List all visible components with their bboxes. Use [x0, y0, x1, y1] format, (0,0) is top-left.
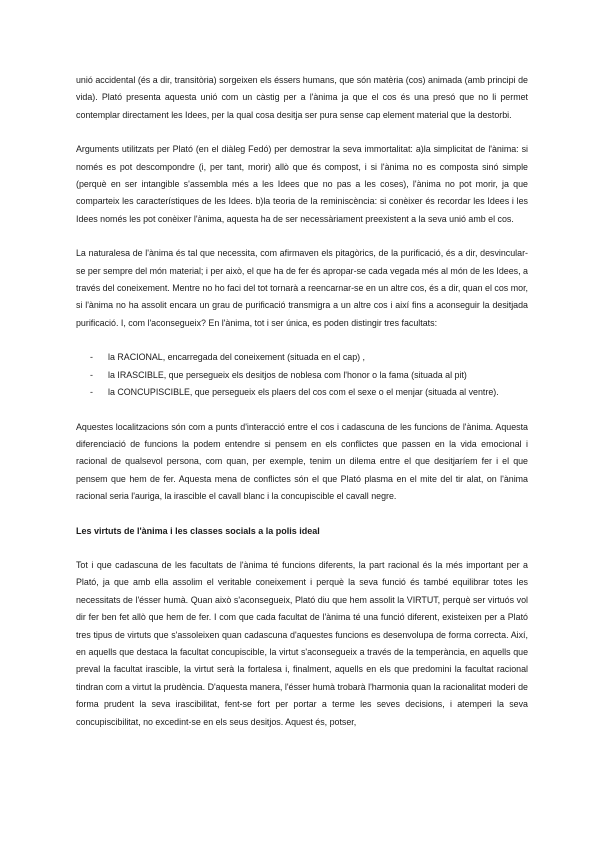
paragraph-purification: La naturalesa de l'ànima és tal que necessita, com afirmaven els pitagòrics, de la purificació, és a dir, desvincular-se per sempre del món material; i per això, el que ha de fer és apropar-se cada vegada més al món de les Idees, a través del coneixement. Mentre no ho faci del tot tornarà a reencarnar-se en un altre cos, és a dir, quan el cos mor, si l'ànima no ha assolit encara un grau de purificació transmigra a un altre cos i així fins a aconseguir la desitjada purificació. I, com l'aconsegueix? En l'ànima, tot i ser única, es poden distingir tres facultats:: [76, 248, 528, 328]
list-item-irascible: - la IRASCIBLE, que persegueix els desitjos de noblesa com l'honor o la fama (situada al pit): [76, 367, 528, 384]
document-body: [76, 72, 528, 731]
paragraph-immortality-arguments: Arguments utilitzats per Plató (en el diàleg Fedó) per demostrar la seva immortalitat: a)la simplicitat de l'ànima: si només es pot descompondre (i, per tant, morir) allò que és compost, i si l'ànima no es composta sinó simple (perquè en ser intangible s'assembla més a les Idees que no pas a les coses), l'ànima no pot morir, ja que comparteix les característiques de les Idees. b)la teoria de la reminiscència: si conèixer és recordar les Idees i les Idees només les pot conèixer l'ànima, aquesta ha de ser necessàriament preexistent a la seva unió amb el cos.: [76, 144, 528, 224]
section-heading: Les virtuts de l'ànima i les classes socials a la polis ideal: [76, 525, 320, 536]
paragraph-virtues: Tot i que cadascuna de les facultats de l'ànima té funcions diferents, la part racional és la més important per a Plató, ja que amb ella assolim el veritable coneixement i perquè la seva funció és també equilibrar totes les necessitats de l'ésser humà. Quan això s'aconsegueix, Plató diu que hem assolit la VIRTUT, perquè ser virtuós vol dir fer ben fet allò que hem de fer. I com que cada facultat de l'ànima té una funció diferent, existeixen per a Plató tres tipus de virtuts que s'assoleixen quan cadascuna d'aquestes funcions es desenvolupa de forma correcta. Així, en aquells que destaca la facultat concupiscible, la virtut s'aconsegueix a través de la temperància, en aquells que preval la facultat irascible, la virtut serà la fortalesa i, finalment, aquells en els que predomini la facultat racional tindran com a virtut la prudència. D'aquesta manera, l'ésser humà trobarà l'harmonia quan la racionalitat moderi de forma prudent la seva irascibilitat, fent-se fort per portar a terme les seves decisions, i atemperi la seva concupiscibilitat, no excedint-se en els seus desitjos. Aquest és, potser,: [76, 559, 528, 727]
list-item-concupiscible: - la CONCUPISCIBLE, que persegueix els plaers del cos com el sexe o el menjar (situada al ventre).: [76, 384, 528, 401]
paragraph-localizations: Aquestes localitzacions són com a punts d'interacció entre el cos i cadascuna de les funcions de l'ànima. Aquesta diferenciació de funcions la podem entendre si pensem en els conflictes que passen en la vida emocional i racional de qualsevol persona, com quan, per exemple, tenim un dilema entre el que desitjaríem fer i el que pensem que hem de fer. Aquesta mena de conflictes són el que Plató plasma en el mite del tir alat, on l'ànima racional seria l'auriga, la irascible el cavall blanc i la concupiscible el cavall negre.: [76, 421, 528, 502]
list-item-rational: - la RACIONAL, encarregada del coneixement (situada en el cap) ,: [76, 349, 528, 366]
paragraph-soul-body-union: unió accidental (és a dir, transitòria) sorgeixen els éssers humans, que són matèria (cos) animada (amb principi de vida). Plató presenta aquesta unió com un càstig per a l'ànima ja que el cos és una presó que no li permet contemplar directament les Idees, per la qual cosa desitja ser pura sense cap element material que la destorbi.: [76, 75, 528, 120]
faculties-list: [76, 349, 528, 401]
